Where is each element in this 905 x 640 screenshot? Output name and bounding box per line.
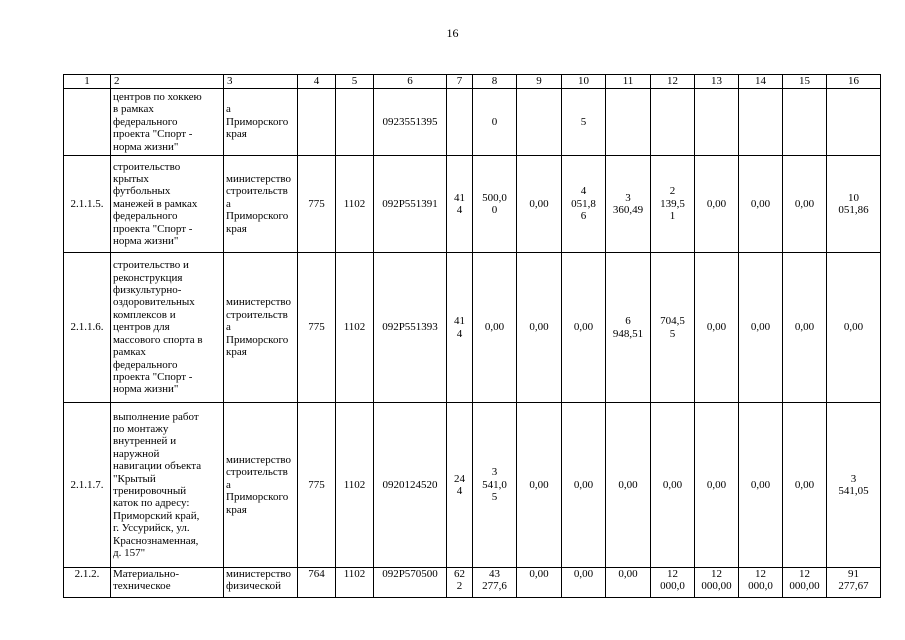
- table-cell: [606, 89, 651, 156]
- table-cell: 092Р551393: [374, 253, 447, 403]
- table-cell: [827, 89, 881, 156]
- table-cell: Материально- техническое: [111, 568, 224, 598]
- table-cell: 5: [562, 89, 606, 156]
- table-cell: 0,00: [517, 253, 562, 403]
- table-cell: [447, 89, 473, 156]
- table-cell: 2.1.1.5.: [64, 156, 111, 253]
- table-cell: 0: [473, 89, 517, 156]
- table-cell: 0923551395: [374, 89, 447, 156]
- table-cell: [64, 89, 111, 156]
- header-cell: 13: [695, 75, 739, 89]
- table-cell: министерство строительств а Приморского края: [224, 403, 298, 568]
- table-cell: 704,5 5: [651, 253, 695, 403]
- page-number: 16: [446, 26, 459, 40]
- table-cell: 775: [298, 253, 336, 403]
- table-cell: 0,00: [473, 253, 517, 403]
- table-cell: 092Р551391: [374, 156, 447, 253]
- table-cell: центров по хоккею в рамках федерального проекта "Спорт - норма жизни": [111, 89, 224, 156]
- header-cell: 15: [783, 75, 827, 89]
- table-cell: 500,0 0: [473, 156, 517, 253]
- header-cell: 8: [473, 75, 517, 89]
- table-cell: 0,00: [606, 403, 651, 568]
- table-cell: 0,00: [562, 253, 606, 403]
- table-cell: [336, 89, 374, 156]
- table-cell: 764: [298, 568, 336, 598]
- header-cell: 12: [651, 75, 695, 89]
- table-cell: 0,00: [517, 156, 562, 253]
- header-cell: 7: [447, 75, 473, 89]
- table-cell: 0,00: [739, 156, 783, 253]
- header-cell: 14: [739, 75, 783, 89]
- table-cell: 1102: [336, 568, 374, 598]
- table-cell: 12 000,0: [651, 568, 695, 598]
- table-cell: [298, 89, 336, 156]
- header-cell: 4: [298, 75, 336, 89]
- table-row: [64, 403, 881, 568]
- budget-table: [63, 74, 881, 598]
- table-cell: [651, 89, 695, 156]
- table-cell: строительство крытых футбольных манежей в рамках федерального проекта "Спорт - норма жизни": [111, 156, 224, 253]
- table-cell: выполнение работ по монтажу внутренней и наружной навигации объекта "Крытый тренировочный каток по адресу: Приморский край, г. Уссурийск, ул. Краснознаменная, д. 157": [111, 403, 224, 568]
- table-cell: 0,00: [695, 403, 739, 568]
- header-cell: 9: [517, 75, 562, 89]
- table-cell: 0,00: [827, 253, 881, 403]
- table-cell: 1102: [336, 403, 374, 568]
- table-cell: 1102: [336, 253, 374, 403]
- table-cell: 24 4: [447, 403, 473, 568]
- header-cell: 16: [827, 75, 881, 89]
- table-cell: 0920124520: [374, 403, 447, 568]
- table-cell: 0,00: [739, 253, 783, 403]
- table-cell: министерство строительств а Приморского края: [224, 156, 298, 253]
- header-cell: 11: [606, 75, 651, 89]
- table-row: [64, 89, 881, 156]
- header-cell: 10: [562, 75, 606, 89]
- header-cell: 6: [374, 75, 447, 89]
- table-cell: 775: [298, 156, 336, 253]
- table-header-row: [64, 75, 881, 89]
- table-cell: [695, 89, 739, 156]
- table-cell: 12 000,00: [695, 568, 739, 598]
- table-cell: 775: [298, 403, 336, 568]
- table-cell: 3 360,49: [606, 156, 651, 253]
- table-cell: 62 2: [447, 568, 473, 598]
- table-cell: 12 000,00: [783, 568, 827, 598]
- table-cell: 2 139,5 1: [651, 156, 695, 253]
- header-cell: 1: [64, 75, 111, 89]
- header-cell: 3: [224, 75, 298, 89]
- table-cell: 41 4: [447, 156, 473, 253]
- table-cell: 3 541,0 5: [473, 403, 517, 568]
- table-cell: 0,00: [739, 403, 783, 568]
- table-cell: 3 541,05: [827, 403, 881, 568]
- table-cell: 2.1.1.7.: [64, 403, 111, 568]
- table-cell: а Приморского края: [224, 89, 298, 156]
- table-cell: 10 051,86: [827, 156, 881, 253]
- table-cell: 91 277,67: [827, 568, 881, 598]
- table-cell: [517, 89, 562, 156]
- table-cell: 0,00: [783, 156, 827, 253]
- table-cell: [783, 89, 827, 156]
- table-cell: [739, 89, 783, 156]
- table-cell: 2.1.1.6.: [64, 253, 111, 403]
- table-row: [64, 568, 881, 598]
- table-cell: 0,00: [517, 568, 562, 598]
- table-cell: 092Р570500: [374, 568, 447, 598]
- table-cell: 0,00: [783, 403, 827, 568]
- header-cell: 2: [111, 75, 224, 89]
- table-row: [64, 156, 881, 253]
- table-row: [64, 253, 881, 403]
- table-cell: 2.1.2.: [64, 568, 111, 598]
- table-cell: министерство физической: [224, 568, 298, 598]
- table-cell: 0,00: [517, 403, 562, 568]
- table-cell: 0,00: [562, 403, 606, 568]
- table-cell: 6 948,51: [606, 253, 651, 403]
- table-cell: строительство и реконструкция физкультурно- оздоровительных комплексов и центров для массового спорта в рамках федерального проекта "Спорт - норма жизни": [111, 253, 224, 403]
- table-cell: 4 051,8 6: [562, 156, 606, 253]
- table-cell: 12 000,0: [739, 568, 783, 598]
- table-cell: 0,00: [651, 403, 695, 568]
- table-cell: 43 277,6: [473, 568, 517, 598]
- table-cell: 0,00: [562, 568, 606, 598]
- table-cell: министерство строительств а Приморского края: [224, 253, 298, 403]
- table-cell: 41 4: [447, 253, 473, 403]
- table-cell: 0,00: [783, 253, 827, 403]
- table-cell: 0,00: [695, 156, 739, 253]
- table-cell: 0,00: [606, 568, 651, 598]
- header-cell: 5: [336, 75, 374, 89]
- table-cell: 0,00: [695, 253, 739, 403]
- table-cell: 1102: [336, 156, 374, 253]
